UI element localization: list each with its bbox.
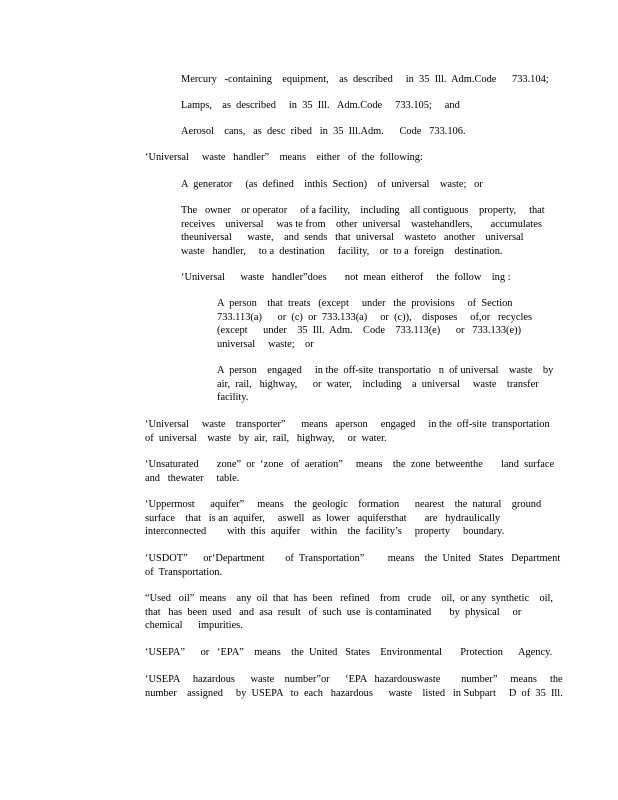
text-line: ‘USEPA” or ‘EPA” means the United States Environmental Protection Agency. xyxy=(145,647,553,658)
text-line: universal waste; or xyxy=(217,338,314,350)
text-line: and thewater table. xyxy=(145,472,240,484)
definition-universal-waste-transporter xyxy=(145,418,550,445)
text-line: A generator (as defined inthis Section) of universal waste; or xyxy=(181,179,483,190)
text-line: (except under 35 Ill. Adm. Code 733.113(e) or 733.133(e)) xyxy=(217,325,522,336)
text-line: interconnected with this aquifer within the facility’s property boundary. xyxy=(145,526,505,537)
list-item-lamps xyxy=(181,99,460,113)
text-line: ‘USEPA hazardous waste number”or ‘EPA hazardouswaste number” means the xyxy=(145,674,563,685)
text-line: facility. xyxy=(217,392,249,403)
text-line: theuniversal waste, and sends that universal wasteto another universal xyxy=(181,232,524,243)
text-line: The owner or operator of a facility, including all contiguous property, that xyxy=(181,205,545,216)
text-line: “Used oil” means any oil that has been refined from crude oil, or any synthetic oil, xyxy=(145,593,554,604)
definition-used-oil xyxy=(145,592,553,633)
text-line: surface that is an aquifer, aswell as lower aquifersthat are hydraulically xyxy=(145,512,501,524)
text-line: 733.113(a) or (c) or 733.133(a) or (c)), disposes of,or recycles xyxy=(217,311,532,323)
text-line: ‘USDOT” or‘Department of Transportation” means the United States Department xyxy=(145,553,561,564)
list-item-owner-operator xyxy=(181,204,545,258)
text-line: of Transportation. xyxy=(145,566,223,578)
text-line: ‘Unsaturated zone” or ‘zone of aeration” means the zone betweenthe land surface xyxy=(145,459,555,470)
definition-usepa xyxy=(145,646,552,660)
text-line: that has been used and asa result of such use is contaminated by physical or xyxy=(145,606,522,618)
text-line: ‘Uppermost aquifer” means the geologic formation nearest the natural ground xyxy=(145,499,542,510)
list-item-aerosol-cans xyxy=(181,125,466,139)
text-line: Mercury -containing equipment, as described in 35 Ill. Adm.Code 733.104; xyxy=(181,74,549,85)
text-line: waste handler, to a destination facility, or to a foreign destination. xyxy=(181,245,503,257)
text-line: Lamps, as described in 35 Ill. Adm.Code 733.105; and xyxy=(181,100,460,111)
text-line: chemical impurities. xyxy=(145,620,243,631)
definition-usepa-hazardous-waste-number xyxy=(145,673,563,700)
list-item-person-treats xyxy=(217,297,532,351)
text-line: Aerosol cans, as desc ribed in 35 Ill.Adm. Code 733.106. xyxy=(181,126,466,137)
text-line: ‘Universal waste transporter” means aperson engaged in the off-site transportation xyxy=(145,419,550,430)
text-line: A person that treats (except under the provisions of Section xyxy=(217,298,513,309)
text-line: number assigned by USEPA to each hazardous waste listed in Subpart D of 35 Ill. xyxy=(145,687,563,699)
text-line: receives universal was te from other universal wastehandlers, accumulates xyxy=(181,218,542,230)
definition-unsaturated-zone xyxy=(145,458,554,485)
list-item-generator xyxy=(181,178,483,192)
definition-uppermost-aquifer xyxy=(145,498,541,539)
text-line: A person engaged in the off-site transportatio n of universal waste by xyxy=(217,365,554,376)
list-item-person-transportation xyxy=(217,364,553,405)
definition-usdot xyxy=(145,552,560,579)
text-line: ‘Universal waste handler” means either of the following: xyxy=(145,152,423,163)
text-line: ‘Universal waste handler”does not mean eitherof the follow ing : xyxy=(181,272,511,283)
text-line: air, rail, highway, or water, including a universal waste transfer xyxy=(217,378,539,390)
list-item-handler-exclusions xyxy=(181,271,511,285)
text-line: of universal waste by air, rail, highway, or water. xyxy=(145,432,387,444)
list-item-mercury-equipment xyxy=(181,73,549,87)
definition-universal-waste-handler xyxy=(145,151,423,165)
